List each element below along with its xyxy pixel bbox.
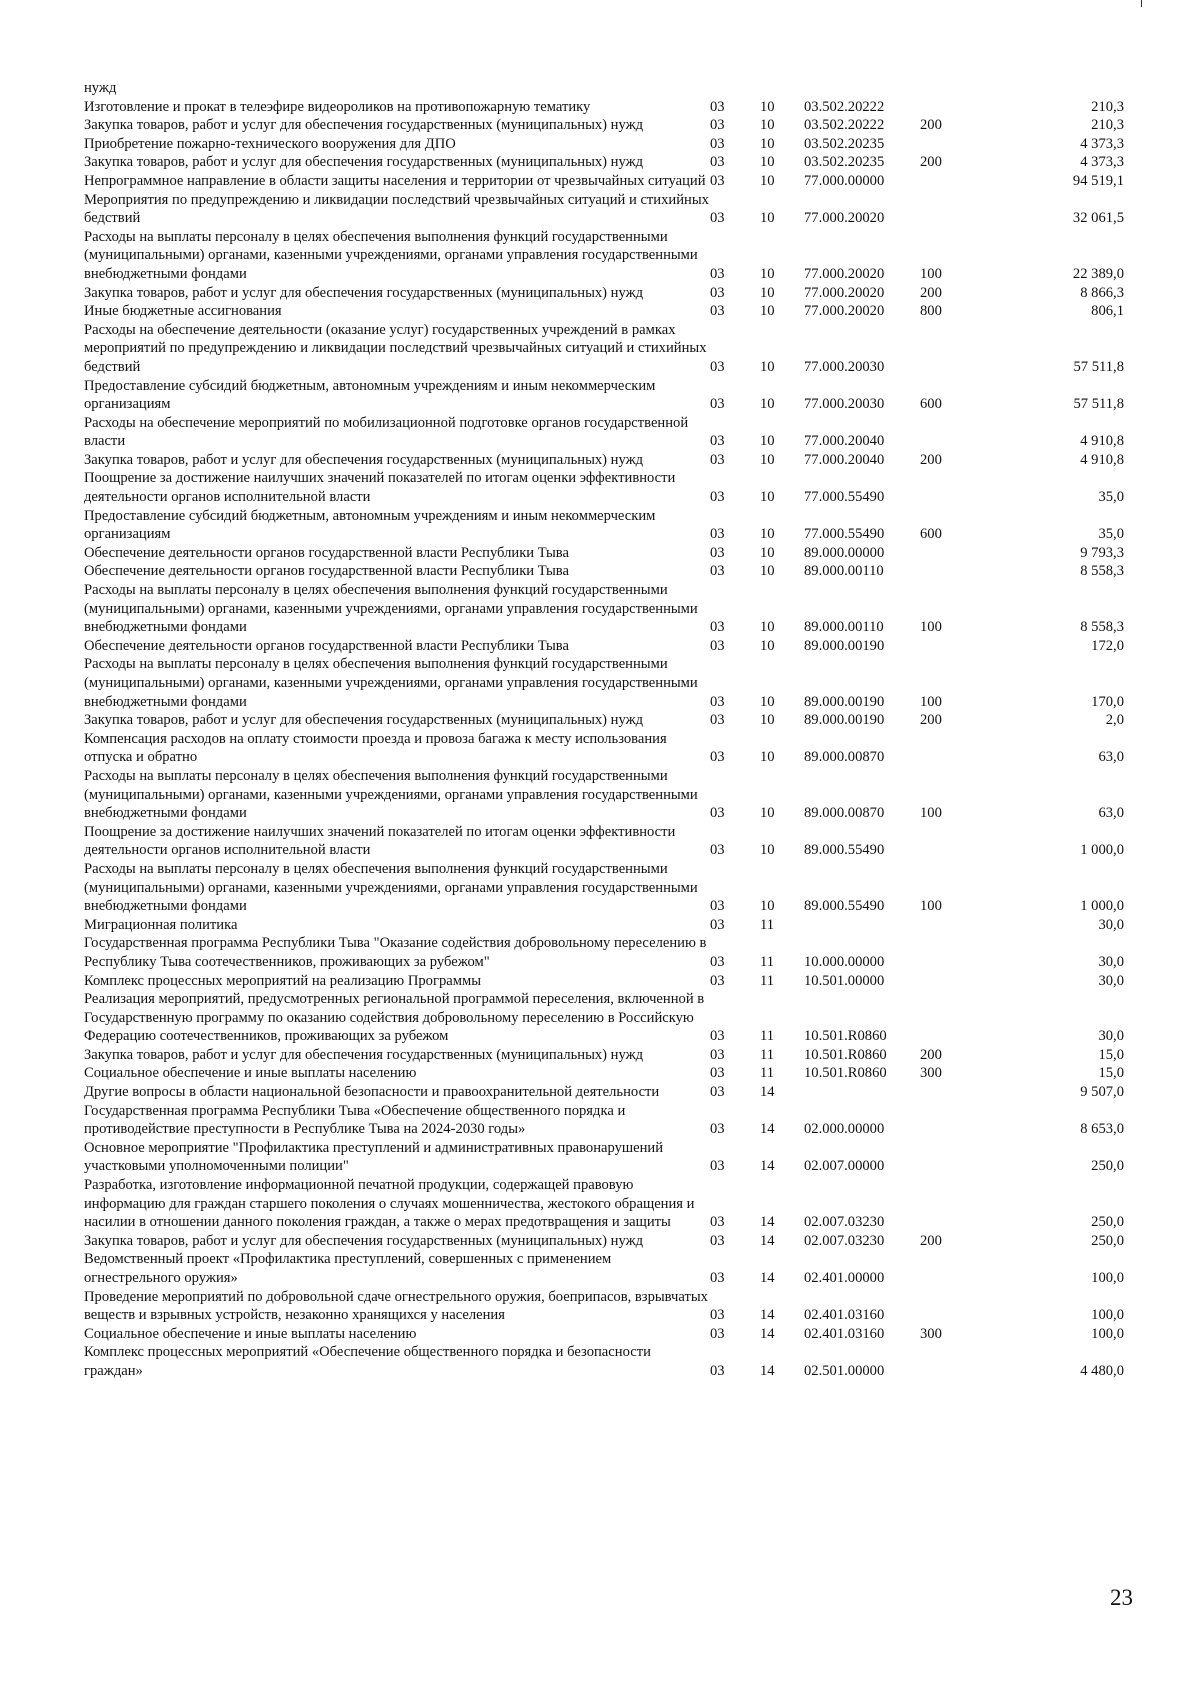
row-expense-type (920, 1176, 990, 1232)
row-target-article: 77.000.20030 (804, 358, 885, 375)
row-target-article: 89.000.00190 (804, 712, 885, 729)
row-name: Разработка, изготовление информационной печатной продукции, содержащей правовую информацию для граждан старшего поколения о случаях мошенничества, жестокого обращения и насилии в отношении данного поколения граждан, а также о мерах предотвращения и защиты (84, 1177, 695, 1231)
table-row (84, 1064, 1124, 1083)
row-sum: 9 793,3 (1080, 544, 1124, 561)
row-target-article: 89.000.00190 (804, 693, 885, 710)
row-target-article (804, 916, 920, 935)
budget-table (84, 79, 1124, 1381)
row-name: Закупка товаров, работ и услуг для обеспечения государственных (муниципальных) нужд (84, 1046, 644, 1063)
row-name: Миграционная политика (84, 916, 238, 933)
row-sum: 63,0 (1098, 805, 1124, 822)
row-name: Закупка товаров, работ и услуг для обеспечения государственных (муниципальных) нужд (84, 1232, 644, 1249)
row-podrazdel: 10 (760, 358, 775, 375)
row-name: Предоставление субсидий бюджетным, автономным учреждениям и иным некоммерческим организациям (84, 507, 656, 543)
row-sum: 8 866,3 (1080, 284, 1124, 301)
table-row (84, 98, 1124, 117)
row-podrazdel: 10 (760, 210, 775, 227)
row-name: Расходы на выплаты персоналу в целях обеспечения выполнения функций государственными (муниципальными) органами, казенными учреждениями, органами управления государственными внебюджетными фондами (84, 656, 698, 710)
row-podrazdel: 10 (760, 489, 775, 506)
row-sum: 15,0 (1098, 1065, 1124, 1082)
row-target-article: 10.501.R0860 (804, 1065, 887, 1082)
scan-corner-mark (1141, 0, 1142, 7)
row-sum: 30,0 (1098, 972, 1124, 989)
row-expense-type (920, 1250, 990, 1287)
row-podrazdel: 10 (760, 544, 775, 561)
row-razdel: 03 (710, 898, 725, 915)
row-sum (990, 79, 1124, 98)
row-podrazdel: 11 (760, 953, 775, 970)
table-row (84, 507, 1124, 544)
row-name: Предоставление субсидий бюджетным, автономным учреждениям и иным некоммерческим организациям (84, 377, 656, 413)
row-sum: 4 480,0 (1080, 1362, 1124, 1379)
row-podrazdel: 11 (760, 916, 775, 933)
row-podrazdel: 14 (760, 1362, 775, 1379)
row-sum: 30,0 (1098, 1028, 1124, 1045)
row-target-article: 03.502.20235 (804, 154, 885, 171)
row-target-article: 89.000.55490 (804, 842, 885, 859)
row-target-article: 02.007.03230 (804, 1232, 885, 1249)
row-sum: 170,0 (1091, 693, 1124, 710)
table-row (84, 1139, 1124, 1176)
row-podrazdel: 14 (760, 1214, 775, 1231)
row-target-article (804, 79, 920, 98)
row-target-article: 02.401.03160 (804, 1307, 885, 1324)
row-name: Реализация мероприятий, предусмотренных региональной программой переселения, включенной в Государственную программу по оказанию содействия добровольному переселению в Российскую Федерацию соотечественников, проживающих за рубежом (84, 991, 705, 1045)
row-name: нужд (84, 80, 117, 96)
row-expense-type: 200 (920, 284, 942, 301)
row-target-article: 89.000.55490 (804, 898, 885, 915)
row-expense-type (920, 934, 990, 971)
row-sum: 4 910,8 (1080, 433, 1124, 450)
row-razdel (710, 79, 760, 98)
row-sum: 8 558,3 (1080, 563, 1124, 580)
row-name: Расходы на выплаты персоналу в целях обеспечения выполнения функций государственными (муниципальными) органами, казенными учреждениями, органами управления государственными внебюджетными фондами (84, 582, 698, 636)
row-razdel: 03 (710, 1232, 725, 1249)
row-name: Компенсация расходов на оплату стоимости проезда и провоза багажа к месту использования отпуска и обратно (84, 730, 667, 766)
table-row (84, 823, 1124, 860)
table-row (84, 562, 1124, 581)
row-razdel: 03 (710, 712, 725, 729)
row-podrazdel: 10 (760, 842, 775, 859)
row-expense-type (920, 1139, 990, 1176)
row-target-article: 89.000.00870 (804, 749, 885, 766)
row-podrazdel: 10 (760, 172, 775, 189)
table-row (84, 711, 1124, 730)
row-podrazdel: 10 (760, 265, 775, 282)
row-expense-type: 200 (920, 117, 942, 134)
row-expense-type (920, 79, 990, 98)
row-name: Поощрение за достижение наилучших значений показателей по итогам оценки эффективности деятельности органов исполнительной власти (84, 823, 676, 859)
row-razdel: 03 (710, 154, 725, 171)
row-expense-type (920, 321, 990, 377)
row-name: Приобретение пожарно-технического вооружения для ДПО (84, 135, 456, 152)
table-row (84, 302, 1124, 321)
row-sum: 57 511,8 (1073, 396, 1124, 413)
row-expense-type (920, 414, 990, 451)
row-podrazdel: 11 (760, 1028, 775, 1045)
row-expense-type: 600 (920, 526, 942, 543)
row-razdel: 03 (710, 842, 725, 859)
row-sum: 210,3 (1091, 98, 1124, 115)
row-podrazdel: 10 (760, 154, 775, 171)
row-target-article: 89.000.00000 (804, 544, 885, 561)
row-target-article: 77.000.20020 (804, 210, 885, 227)
row-sum: 210,3 (1091, 117, 1124, 134)
table-row (84, 730, 1124, 767)
table-row (84, 79, 1124, 98)
row-sum: 94 519,1 (1072, 172, 1124, 189)
row-name: Закупка товаров, работ и услуг для обеспечения государственных (муниципальных) нужд (84, 154, 644, 171)
row-expense-type: 200 (920, 712, 942, 729)
table-row (84, 934, 1124, 971)
row-expense-type (920, 562, 990, 581)
row-razdel: 03 (710, 1325, 725, 1342)
row-expense-type: 100 (920, 805, 942, 822)
row-target-article: 77.000.20040 (804, 433, 885, 450)
table-row (84, 990, 1124, 1046)
row-name: Изготовление и прокат в телеэфире видеороликов на противопожарную тематику (84, 98, 591, 115)
row-razdel: 03 (710, 1158, 725, 1175)
row-expense-type: 100 (920, 898, 942, 915)
row-name: Непрограммное направление в области защиты населения и территории от чрезвычайных ситуаций (84, 172, 706, 189)
row-target-article: 77.000.20030 (804, 396, 885, 413)
row-name: Обеспечение деятельности органов государственной власти Республики Тыва (84, 563, 569, 580)
row-sum: 32 061,5 (1072, 210, 1124, 227)
row-expense-type: 200 (920, 154, 942, 171)
row-expense-type (920, 544, 990, 563)
row-podrazdel: 10 (760, 693, 775, 710)
row-target-article: 03.502.20222 (804, 117, 885, 134)
table-row (84, 172, 1124, 191)
row-sum: 30,0 (1098, 953, 1124, 970)
row-sum: 4 910,8 (1080, 451, 1124, 468)
row-name: Иные бюджетные ассигнования (84, 303, 282, 320)
row-expense-type (920, 1083, 990, 1102)
row-razdel: 03 (710, 619, 725, 636)
table-row (84, 1343, 1124, 1380)
table-row (84, 1083, 1124, 1102)
table-row (84, 321, 1124, 377)
row-target-article: 02.401.03160 (804, 1325, 885, 1342)
row-razdel: 03 (710, 1270, 725, 1286)
table-row (84, 544, 1124, 563)
row-sum: 172,0 (1091, 637, 1124, 654)
row-podrazdel: 14 (760, 1158, 775, 1175)
row-podrazdel: 14 (760, 1325, 775, 1342)
row-sum: 15,0 (1098, 1046, 1124, 1063)
row-podrazdel: 14 (760, 1307, 775, 1324)
row-target-article: 03.502.20235 (804, 135, 885, 152)
row-podrazdel: 10 (760, 898, 775, 915)
row-name: Обеспечение деятельности органов государственной власти Республики Тыва (84, 544, 569, 561)
table-row (84, 191, 1124, 228)
row-razdel: 03 (710, 303, 725, 320)
row-razdel: 03 (710, 805, 725, 822)
row-razdel: 03 (710, 396, 725, 413)
row-sum: 100,0 (1091, 1307, 1124, 1324)
row-target-article: 10.501.R0860 (804, 1028, 887, 1045)
row-sum: 2,0 (1105, 712, 1124, 729)
row-expense-type: 200 (920, 1046, 942, 1063)
row-name: Закупка товаров, работ и услуг для обеспечения государственных (муниципальных) нужд (84, 712, 644, 729)
row-razdel: 03 (710, 358, 725, 375)
row-expense-type: 300 (920, 1065, 942, 1082)
row-name: Обеспечение деятельности органов государственной власти Республики Тыва (84, 637, 569, 654)
row-podrazdel: 10 (760, 396, 775, 413)
row-target-article: 77.000.20020 (804, 303, 885, 320)
row-target-article: 03.502.20222 (804, 98, 885, 115)
row-razdel: 03 (710, 284, 725, 301)
row-target-article: 10.501.00000 (804, 972, 885, 989)
row-sum: 57 511,8 (1073, 358, 1124, 375)
row-expense-type: 200 (920, 1232, 942, 1249)
page-number: 23 (1110, 1585, 1133, 1610)
table-row (84, 1232, 1124, 1251)
row-sum: 30,0 (1098, 916, 1124, 933)
row-name: Расходы на выплаты персоналу в целях обеспечения выполнения функций государственными (муниципальными) органами, казенными учреждениями, органами управления государственными внебюджетными фондами (84, 860, 698, 915)
table-row (84, 767, 1124, 823)
row-podrazdel: 11 (760, 972, 775, 989)
row-expense-type (920, 1102, 990, 1139)
row-sum: 1 000,0 (1080, 842, 1124, 859)
row-expense-type (920, 191, 990, 228)
row-expense-type (920, 972, 990, 991)
table-row (84, 116, 1124, 135)
row-name: Социальное обеспечение и иные выплаты населению (84, 1325, 417, 1342)
row-target-article: 89.000.00870 (804, 805, 885, 822)
row-podrazdel: 10 (760, 563, 775, 580)
row-expense-type (920, 916, 990, 935)
row-name: Расходы на выплаты персоналу в целях обеспечения выполнения функций государственными (муниципальными) органами, казенными учреждениями, органами управления государственными внебюджетными фондами (84, 228, 698, 282)
table-row (84, 1288, 1124, 1325)
row-podrazdel: 14 (760, 1232, 775, 1249)
row-expense-type: 100 (920, 619, 942, 636)
row-sum: 4 373,3 (1080, 154, 1124, 171)
row-expense-type: 300 (920, 1325, 942, 1342)
row-target-article: 10.501.R0860 (804, 1046, 887, 1063)
row-razdel: 03 (710, 451, 725, 468)
row-target-article: 77.000.20020 (804, 284, 885, 301)
row-podrazdel: 11 (760, 1065, 775, 1082)
table-row (84, 414, 1124, 451)
row-expense-type (920, 990, 990, 1046)
row-expense-type (920, 135, 990, 154)
row-razdel: 03 (710, 98, 725, 115)
table-row (84, 581, 1124, 637)
row-name: Мероприятия по предупреждению и ликвидации последствий чрезвычайных ситуаций и стихийных бедствий (84, 191, 709, 227)
row-sum: 250,0 (1091, 1214, 1124, 1231)
row-target-article: 02.007.00000 (804, 1158, 885, 1175)
row-podrazdel: 10 (760, 117, 775, 134)
table-row (84, 153, 1124, 172)
row-sum: 9 507,0 (1080, 1084, 1124, 1101)
row-razdel: 03 (710, 972, 725, 989)
row-razdel: 03 (710, 916, 725, 933)
row-podrazdel: 10 (760, 98, 775, 115)
row-sum: 35,0 (1098, 526, 1124, 543)
row-razdel: 03 (710, 749, 725, 766)
row-name: Ведомственный проект «Профилактика преступлений, совершенных с применением огнестрельного оружия» (84, 1251, 612, 1286)
row-name: Основное мероприятие "Профилактика преступлений и административных правонарушений участковыми уполномоченными полиции" (84, 1139, 664, 1175)
row-expense-type: 800 (920, 303, 942, 320)
row-sum: 35,0 (1098, 489, 1124, 506)
row-expense-type: 200 (920, 451, 942, 468)
row-expense-type (920, 98, 990, 117)
table-row (84, 451, 1124, 470)
row-podrazdel: 14 (760, 1270, 775, 1286)
row-sum: 100,0 (1091, 1325, 1124, 1342)
row-razdel: 03 (710, 1362, 725, 1379)
row-target-article: 02.501.00000 (804, 1362, 885, 1379)
row-podrazdel: 10 (760, 619, 775, 636)
row-razdel: 03 (710, 489, 725, 506)
row-sum: 22 389,0 (1072, 265, 1124, 282)
row-target-article: 77.000.20040 (804, 451, 885, 468)
row-razdel: 03 (710, 1307, 725, 1324)
row-name: Расходы на выплаты персоналу в целях обеспечения выполнения функций государственными (муниципальными) органами, казенными учреждениями, органами управления государственными внебюджетными фондами (84, 767, 698, 822)
row-name: Государственная программа Республики Тыва «Обеспечение общественного порядка и противодействие преступности в Республике Тыва на 2024-2030 годы» (84, 1102, 626, 1138)
row-expense-type: 100 (920, 693, 942, 710)
row-sum: 1 000,0 (1080, 898, 1124, 915)
row-target-article: 89.000.00110 (804, 563, 884, 580)
row-name: Закупка товаров, работ и услуг для обеспечения государственных (муниципальных) нужд (84, 117, 644, 134)
row-podrazdel: 10 (760, 135, 775, 152)
row-name: Социальное обеспечение и иные выплаты населению (84, 1065, 417, 1082)
row-target-article (804, 1083, 920, 1102)
row-name: Другие вопросы в области национальной безопасности и правоохранительной деятельности (84, 1084, 660, 1101)
row-podrazdel: 10 (760, 637, 775, 654)
row-razdel: 03 (710, 544, 725, 561)
row-razdel: 03 (710, 1046, 725, 1063)
row-name: Закупка товаров, работ и услуг для обеспечения государственных (муниципальных) нужд (84, 451, 644, 468)
row-razdel: 03 (710, 1214, 725, 1231)
row-name: Поощрение за достижение наилучших значений показателей по итогам оценки эффективности деятельности органов исполнительной власти (84, 470, 676, 506)
row-target-article: 77.000.55490 (804, 526, 885, 543)
budget-table-body (84, 79, 1124, 1381)
row-name: Комплекс процессных мероприятий «Обеспечение общественного порядка и безопасности граждан» (84, 1344, 651, 1379)
row-razdel: 03 (710, 526, 725, 543)
row-razdel: 03 (710, 1084, 725, 1101)
row-expense-type (920, 823, 990, 860)
row-podrazdel: 10 (760, 303, 775, 320)
row-expense-type (920, 1343, 990, 1380)
row-name: Комплекс процессных мероприятий на реализацию Программы (84, 972, 482, 989)
row-sum: 250,0 (1091, 1232, 1124, 1249)
row-podrazdel: 11 (760, 1046, 775, 1063)
row-expense-type: 100 (920, 265, 942, 282)
table-row (84, 135, 1124, 154)
row-razdel: 03 (710, 953, 725, 970)
row-podrazdel: 10 (760, 805, 775, 822)
row-sum: 4 373,3 (1080, 135, 1124, 152)
table-row (84, 655, 1124, 711)
row-target-article: 89.000.00110 (804, 619, 884, 636)
table-row (84, 637, 1124, 656)
table-row (84, 284, 1124, 303)
row-target-article: 77.000.55490 (804, 489, 885, 506)
row-podrazdel: 14 (760, 1121, 775, 1138)
table-row (84, 377, 1124, 414)
row-podrazdel: 10 (760, 526, 775, 543)
row-name: Закупка товаров, работ и услуг для обеспечения государственных (муниципальных) нужд (84, 284, 644, 301)
row-sum: 100,0 (1091, 1270, 1124, 1286)
table-row (84, 1102, 1124, 1139)
row-name: Государственная программа Республики Тыва "Оказание содействия добровольному переселению в Республику Тыва соотечественников, проживающих за рубежом" (84, 935, 707, 970)
row-podrazdel (760, 79, 804, 98)
row-razdel: 03 (710, 563, 725, 580)
row-sum: 63,0 (1098, 749, 1124, 766)
row-razdel: 03 (710, 433, 725, 450)
table-row (84, 972, 1124, 991)
row-razdel: 03 (710, 265, 725, 282)
row-podrazdel: 10 (760, 749, 775, 766)
row-name: Проведение мероприятий по добровольной сдаче огнестрельного оружия, боеприпасов, взрывчатых веществ и взрывных устройств, незаконно хранящихся у населения (84, 1288, 708, 1324)
row-sum: 806,1 (1091, 303, 1124, 320)
row-target-article: 77.000.20020 (804, 265, 885, 282)
row-sum: 250,0 (1091, 1158, 1124, 1175)
row-razdel: 03 (710, 637, 725, 654)
row-target-article: 10.000.00000 (804, 953, 885, 970)
row-podrazdel: 10 (760, 712, 775, 729)
row-razdel: 03 (710, 135, 725, 152)
row-expense-type (920, 1288, 990, 1325)
row-sum: 8 653,0 (1080, 1121, 1124, 1138)
row-expense-type (920, 637, 990, 656)
row-podrazdel: 10 (760, 451, 775, 468)
row-razdel: 03 (710, 1028, 725, 1045)
table-row (84, 1176, 1124, 1232)
row-target-article: 77.000.00000 (804, 172, 885, 189)
table-row (84, 1325, 1124, 1344)
row-expense-type (920, 469, 990, 506)
row-expense-type: 600 (920, 396, 942, 413)
row-name: Расходы на обеспечение деятельности (оказание услуг) государственных учреждений в рамках мероприятий по предупреждению и ликвидации последствий чрезвычайных ситуаций и стихийных бедствий (84, 321, 707, 375)
row-razdel: 03 (710, 117, 725, 134)
row-podrazdel: 14 (760, 1084, 775, 1101)
row-target-article: 02.007.03230 (804, 1214, 885, 1231)
table-row (84, 228, 1124, 284)
row-target-article: 02.000.00000 (804, 1121, 885, 1138)
row-target-article: 02.401.00000 (804, 1270, 885, 1286)
row-expense-type (920, 172, 990, 191)
row-podrazdel: 10 (760, 433, 775, 450)
row-target-article: 89.000.00190 (804, 637, 885, 654)
table-row (84, 1250, 1124, 1287)
row-expense-type (920, 730, 990, 767)
row-name: Расходы на обеспечение мероприятий по мобилизационной подготовке органов государственной власти (84, 414, 689, 450)
row-razdel: 03 (710, 1065, 725, 1082)
table-row (84, 1046, 1124, 1065)
row-razdel: 03 (710, 693, 725, 710)
table-row (84, 916, 1124, 935)
row-razdel: 03 (710, 172, 725, 189)
table-row (84, 860, 1124, 916)
row-razdel: 03 (710, 210, 725, 227)
row-razdel: 03 (710, 1121, 725, 1138)
row-podrazdel: 10 (760, 284, 775, 301)
row-sum: 8 558,3 (1080, 619, 1124, 636)
table-row (84, 469, 1124, 506)
